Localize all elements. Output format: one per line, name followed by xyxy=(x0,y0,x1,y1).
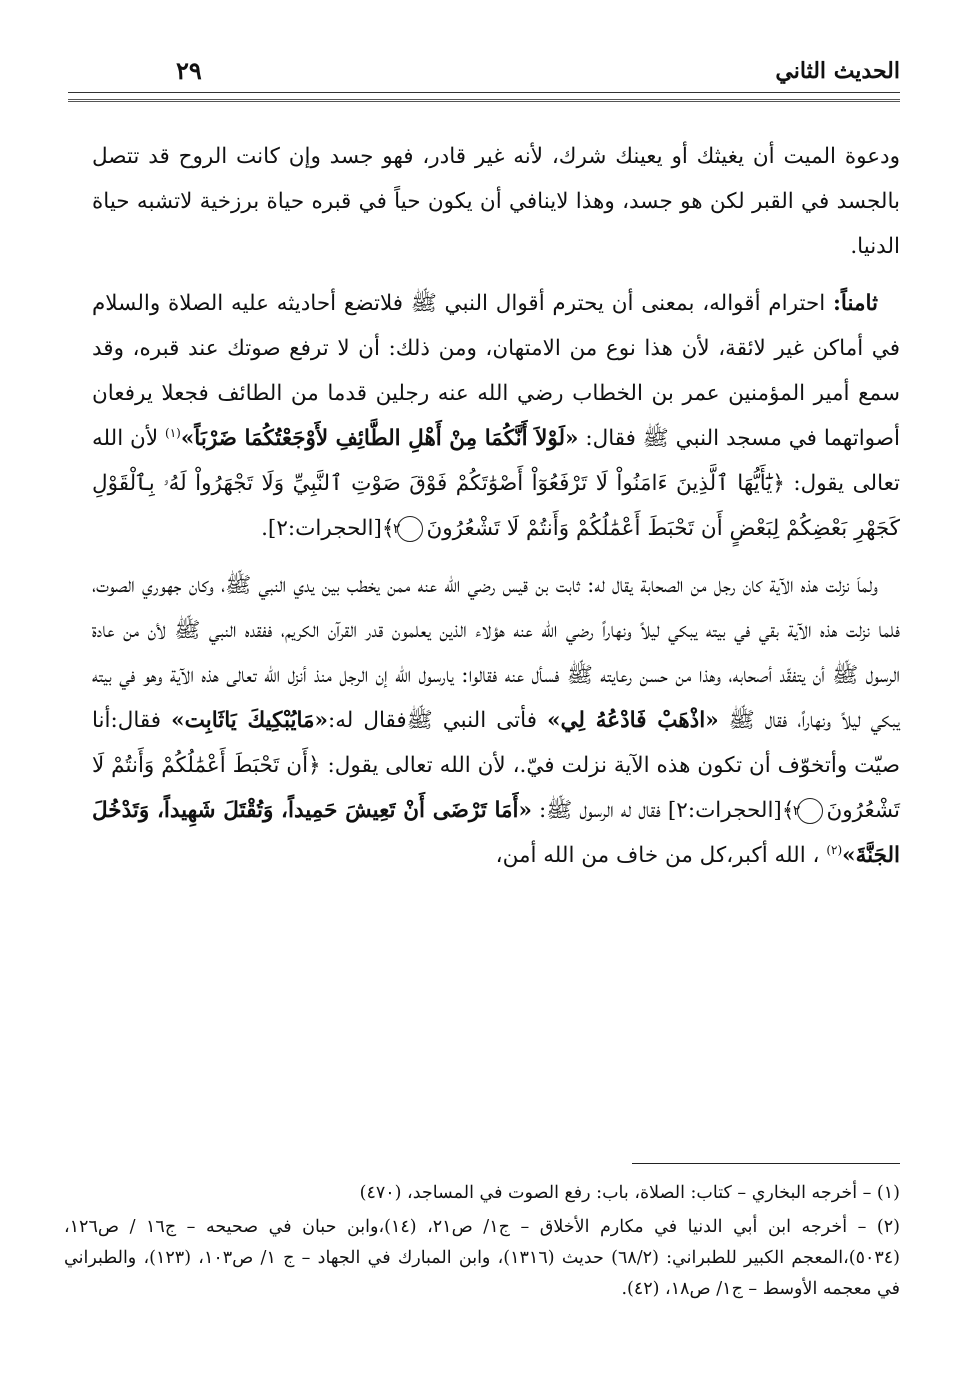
running-header xyxy=(68,52,900,90)
chapter-title: الحديث الثاني xyxy=(775,58,900,84)
footnote-ref-2: (٢) xyxy=(826,842,843,857)
quran-verse-2-close: ﴾ xyxy=(781,798,795,823)
hadith-quote-2: «اذْهَبْ فَادْعُهُ لِي» xyxy=(547,708,719,733)
hadith-quote-3: «مَايُبْكِيكَ يَاثَابِت» xyxy=(171,708,328,733)
hadith-quote-4: «أَمَا تَرْضَى أَنْ تَعِيشَ حَمِيداً، وَتُقْتَلَ شَهِيداً، وَتَدْخُلَ الجَنَّةَ» xyxy=(92,798,900,868)
paragraph-3-text-1: ولماَ نزلت هذه الآية كان رجل من الصحابة يقال له: ثابت بن قيس رضي الله عنه ممن يخطب بين يدي النبي ﷺ، وكان جهوري الصوت، فلما نزلت هذه الآية بقي في بيته يبكي ليلاً ونهاراً رضي الله عنه هؤلاء الذين يعلمون قدر القرآن الكريم، ففقده النبي ﷺ لأن من عادة الرسول ﷺ أن يتفقّد أصحابه، وهذا من حسن رعايته ﷺ فسأل عنه فقالوا: يارسول الله إن الرجل منذ أنزل الله تعالى هذه الآية وهو في بيته يبكي ليلاً ونهاراً، فقال ﷺ xyxy=(92,573,901,733)
footnotes xyxy=(64,1178,900,1308)
paragraph-2-lead: ثامناً: xyxy=(832,291,878,316)
paragraph-3-text-2: فأتى النبي ﷺفقال له: xyxy=(327,708,548,733)
page-number: ٢٩ xyxy=(176,56,202,85)
footnote-1: (١) – أخرجه البخاري – كتاب: الصلاة، باب: رفع الصوت في المساجد، (٤٧٠) xyxy=(359,1183,900,1203)
paragraph-3-text-3: فقال:أنا صيّت وأتخوّف أن تكون هذه الآية نزلت فيّ.، لأن الله تعالى يقول: xyxy=(92,708,900,778)
paragraph-2-text-2: لأن الله تعالى يقول: xyxy=(92,426,900,496)
quran-verse-1: ﴿يَٰٓأَيُّهَا ٱلَّذِينَ ءَامَنُواْ لَا تَرْفَعُوٓاْ أَصْوَٰتَكُمْ فَوْقَ صَوْتِ ٱلنَّبِيِّ وَلَا تَجْهَرُواْ لَهُۥ بِٱلْقَوْلِ كَجَهْرِ بَعْضِكُمْ لِبَعْضٍ أَن تَحْبَطَ أَعْمَٰلُكُمْ وَأَنتُمْ لَا تَشْعُرُونَ xyxy=(92,471,900,541)
paragraph-3 xyxy=(92,563,900,878)
paragraph-1 xyxy=(92,134,900,269)
paragraph-2-text-1: احترام أقواله، بمعنى أن يحترم أقوال النبي ﷺ فلاتضع أحاديثه عليه الصلاة والسلام في أماكن غير لائقة، لأن هذا نوع من الامتهان، ومن ذلك: أن لا ترفع صوتك عند قبره، وقد سمع أمير المؤمنين عمر بن الخطاب رضي الله عنه رجلين قدما من الطائف فجعلا يرفعان أصواتهما في مسجد النبي ﷺ فقال: xyxy=(92,291,901,451)
paragraph-1-text: ودعوة الميت أن يغيثك أو يعينك شرك، لأنه غير قادر، فهو جسد وإن كانت الروح قد تتصل بالجسد في القبر لكن هو جسد، وهذا لاينافي أن يكون حياً في قبره حياة برزخية لاتشبه حياة الدنيا. xyxy=(92,144,900,259)
paragraph-2 xyxy=(92,281,900,551)
ayah-number-marker-1: ٢ xyxy=(397,516,423,542)
quran-verse-2: ﴿أَن تَحْبَطَ أَعْمَٰلُكُمْ وَأَنتُمْ لَا تَشْعُرُونَ xyxy=(92,753,901,823)
footnote-ref-1: (١) xyxy=(165,425,181,440)
footnote-separator xyxy=(632,1163,900,1164)
ayah-number-marker-2: ٢ xyxy=(797,798,823,824)
quran-verse-1-close: ﴾ xyxy=(381,516,395,541)
main-text xyxy=(92,134,900,890)
footnote-2: (٢) – أخرجه ابن أبي الدنيا في مكارم الأخلاق – ج١/ ص٢١، (١٤)،وابن حبان في صحيحه – ج١٦ / ص١٢٦، (٥٠٣٤)،المعجم الكبير للطبراني: (٦٨/٢) حديث (١٣١٦)، وابن المبارك في الجهاد – ج ١/ ص١٠٣، (١٢٣)، والطبراني في معجمه الأوسط – ج١/ ص١٨، (٤٢). xyxy=(64,1217,900,1299)
hadith-quote-1: «لَوْلاَ أَنَّكُمَا مِنْ أَهْلِ الطَّائِفِ لأَوْجَعْتُكُمَا ضَرْبَاً» xyxy=(180,426,579,451)
paragraph-3-text-4: [الحجرات:٢] فقال له الرسول ﷺ: xyxy=(531,798,782,823)
verse-reference-1: [الحجرات:٢]. xyxy=(261,516,382,541)
header-rule xyxy=(68,92,900,102)
paragraph-3-text-5: ، الله أكبر،كل من خاف من الله أمن، xyxy=(495,843,827,868)
